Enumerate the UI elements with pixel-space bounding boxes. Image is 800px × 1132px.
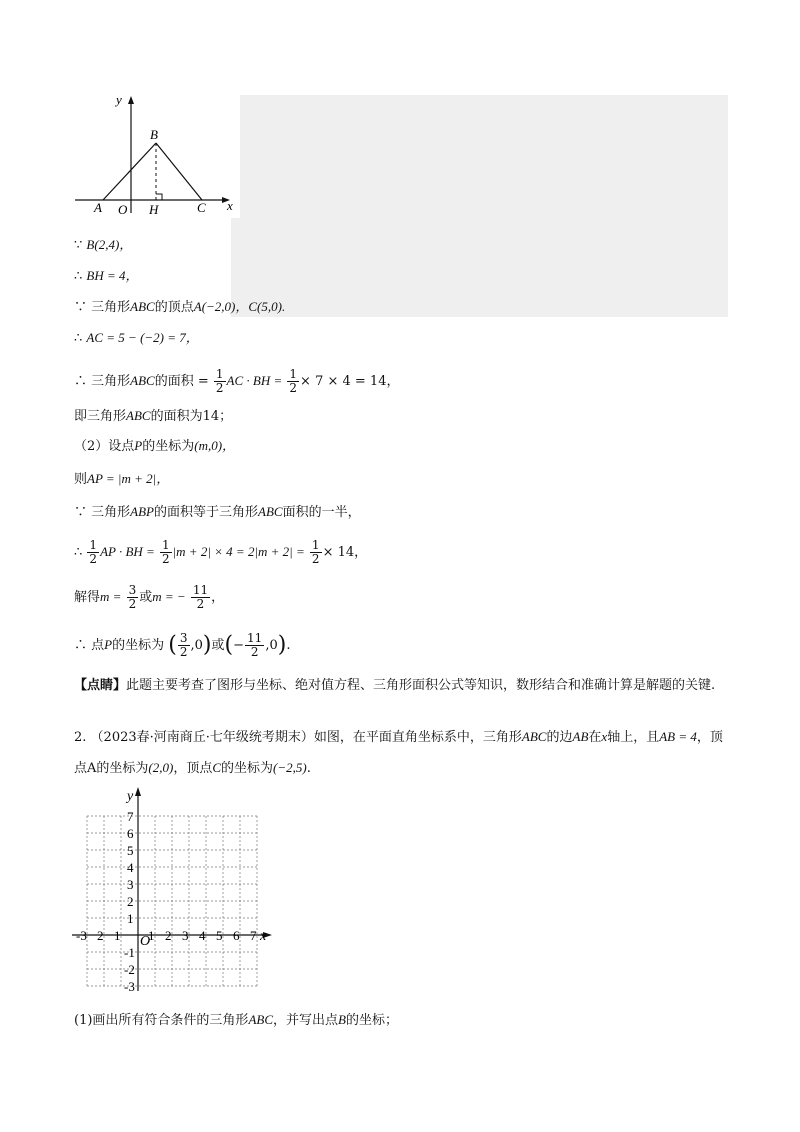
text-fragment: 面积的一半， (282, 505, 361, 520)
y-tick-label: -1 (124, 945, 135, 960)
area-result: × 7 × 4 = 14， (300, 374, 400, 389)
y-tick-label: 6 (127, 826, 134, 841)
y-axis-arrow-icon (128, 96, 134, 104)
triangle-name: ABC (130, 373, 155, 388)
x-axis-label: x (260, 929, 267, 944)
fraction-denominator: 2 (250, 645, 259, 659)
text-fragment: 或 (211, 638, 225, 653)
solution-line-8 (74, 470, 169, 489)
text-fragment: 或 (139, 590, 153, 605)
paren-open: ( (224, 632, 234, 658)
ac-value: AC = 5 − (−2) = 7， (86, 330, 199, 345)
text-fragment: 画出所有符合条件的三角形 (92, 1013, 249, 1028)
vertices-coords: A(−2,0)，C(5,0). (193, 299, 286, 314)
fraction-numerator: 1 (289, 367, 298, 381)
x-axis-label: x (227, 198, 233, 213)
solution-line-1 (74, 236, 132, 255)
fraction-numerator: 3 (128, 583, 137, 597)
x-tick-label: 6 (233, 928, 240, 943)
comment-tag: 【点睛】 (74, 678, 127, 693)
point-name: B (338, 1012, 346, 1027)
because-symbol: ∵ (74, 300, 88, 315)
solution-line-2 (74, 267, 139, 286)
paren-open: ( (168, 632, 177, 658)
y-tick-label: 1 (127, 911, 134, 926)
coord-zero: ,0 (265, 638, 278, 653)
triangle-name: ABP (130, 504, 154, 519)
fraction-half (214, 368, 226, 395)
text-fragment: ，并写出点 (273, 1013, 339, 1028)
point-name: P (104, 637, 113, 652)
solution-line-11 (74, 584, 224, 611)
solution-line-3 (74, 298, 285, 317)
triangle-name: ABC (126, 408, 151, 423)
y-tick-label: 5 (127, 843, 134, 858)
triangle-figure (70, 88, 240, 218)
grid-lines (87, 816, 257, 986)
origin-label: O (140, 934, 151, 949)
segment-name: AB (572, 729, 589, 744)
text-fragment: 的坐标为 (142, 439, 195, 454)
paren-close: ) (277, 632, 287, 658)
text-fragment: 即三角形 (74, 409, 127, 424)
x-tick-label: 1 (148, 928, 155, 943)
point-p-coord: (m,0)， (194, 438, 236, 453)
minus-sign: − (233, 638, 245, 653)
comment-paragraph (74, 674, 734, 698)
therefore-symbol: ∴ (74, 374, 88, 389)
therefore-symbol: ∴ (74, 331, 83, 346)
point-name: A (87, 761, 97, 776)
point-label-h: H (149, 202, 159, 217)
side-bc (156, 143, 202, 200)
fraction-denominator: 2 (289, 381, 298, 395)
text-fragment: 的坐标为 (96, 761, 149, 776)
coordinate-grid (70, 785, 280, 995)
x-tick-label: -3 (76, 928, 87, 943)
text-fragment: 的顶点 (154, 300, 194, 315)
fraction-half (310, 539, 322, 566)
solution-shade (231, 95, 728, 317)
x-tick-label: 7 (250, 928, 257, 943)
y-tick-label: -2 (124, 962, 135, 977)
solution-line-10 (74, 539, 367, 566)
x-tick-label: 5 (216, 928, 223, 943)
comment-text: 此题主要考查了图形与坐标、绝对值方程、三角形面积公式等知识，数形结合和准确计算是解题的关键. (126, 678, 716, 693)
point-label-b: B (150, 127, 158, 142)
text-fragment: 点 (91, 638, 105, 653)
fraction-half (287, 368, 299, 395)
y-axis-label: y (116, 92, 122, 107)
text-fragment: 的坐标为 (221, 761, 274, 776)
fraction-denominator: 2 (128, 597, 137, 611)
side-ab (103, 143, 156, 200)
coordinate-grid-svg (70, 785, 280, 995)
text-fragment: 的边 (546, 730, 573, 745)
ab-condition: AB = 4 (659, 729, 697, 744)
fraction-half (160, 539, 172, 566)
point-b-coord: B(2,4)， (86, 237, 133, 252)
text-fragment: 的面积为14； (150, 409, 233, 424)
triangle-name: ABC (130, 299, 155, 314)
right-angle-mark (156, 194, 162, 200)
axis-name: x (601, 729, 608, 744)
x-tick-label: 1 (114, 928, 121, 943)
y-tick-label: 4 (127, 860, 134, 875)
text-fragment: 三角形 (91, 505, 131, 520)
fraction-numerator: 1 (311, 538, 320, 552)
equation-part: × 14， (322, 545, 368, 560)
fraction-numerator: 1 (215, 367, 224, 381)
therefore-symbol: ∴ (74, 638, 88, 653)
fraction-half (87, 539, 99, 566)
triangle-figure-svg (70, 88, 240, 218)
fraction-three-halves (127, 584, 139, 611)
fraction-numerator: 1 (89, 538, 98, 552)
therefore-symbol: ∴ (74, 545, 83, 560)
point-label-c: C (197, 200, 206, 215)
text-fragment: 的坐标为 (112, 638, 165, 653)
fraction-numerator: 11 (192, 583, 209, 597)
text-fragment: 在 (588, 730, 602, 745)
triangle-name: ABC (521, 729, 547, 744)
y-tick-label: 7 (127, 809, 134, 824)
triangle-name: ABC (248, 1012, 273, 1027)
solution-line-4 (74, 329, 199, 348)
bh-value: BH = 4， (86, 268, 139, 283)
text-fragment: 的面积等于三角形 (154, 505, 259, 520)
text-fragment: ， (211, 590, 225, 605)
coord-zero: ,0 (190, 638, 203, 653)
because-symbol: ∵ (74, 505, 88, 520)
solution-line-6 (74, 407, 232, 426)
text-fragment: 轴上，且 (607, 730, 660, 745)
solution-line-5 (74, 368, 399, 395)
y-tick-label: 2 (127, 894, 134, 909)
text-fragment: ，顶点 (74, 730, 723, 776)
fraction-three-halves (178, 632, 190, 659)
fraction-numerator: 1 (161, 538, 170, 552)
text-fragment: . (306, 761, 311, 776)
fraction-denominator: 2 (161, 552, 170, 566)
fraction-denominator: 2 (311, 552, 320, 566)
x-tick-label: 2 (97, 928, 104, 943)
fraction-numerator: 11 (247, 631, 263, 645)
fraction-eleven-halves (191, 584, 210, 611)
because-symbol: ∵ (74, 238, 83, 253)
solution-line-7 (74, 437, 235, 456)
fraction-denominator: 2 (215, 381, 224, 395)
point-a-coord: (2,0) (148, 760, 174, 775)
equation-part: |m + 2| × 4 = 2|m + 2| = (172, 544, 305, 559)
text-fragment: 三角形 (91, 300, 131, 315)
text-fragment: . (286, 638, 291, 653)
problem-number: 2. (74, 730, 87, 745)
text-fragment: 的坐标； (345, 1013, 398, 1028)
fraction-numerator: 3 (179, 631, 188, 645)
text-fragment: 解得 (74, 590, 101, 605)
y-tick-label: -3 (124, 979, 135, 994)
fraction-denominator: 2 (179, 645, 188, 659)
point-label-a: A (94, 200, 102, 215)
point-name: P (134, 438, 143, 453)
problem-source: （2023春·河南商丘·七年级统考期末） (90, 730, 314, 745)
x-tick-label: 2 (165, 928, 172, 943)
equation-part: AP · BH = (100, 544, 155, 559)
point-label-o: O (118, 202, 128, 217)
text-fragment: 如图，在平面直角坐标系中，三角形 (313, 730, 522, 745)
problem-2-statement (74, 722, 734, 784)
area-expression: AC · BH = (226, 373, 283, 388)
point-c-coord: (−2,5) (273, 760, 307, 775)
solution-m1: m = (100, 589, 122, 604)
question-label: (1) (74, 1013, 93, 1028)
solution-m2: m = − (152, 589, 186, 604)
fraction-denominator: 2 (196, 597, 205, 611)
x-tick-label: 4 (199, 928, 206, 943)
text-fragment: 则 (74, 472, 88, 487)
y-axis-label: y (127, 789, 134, 804)
fraction-denominator: 2 (89, 552, 98, 566)
text-fragment: 的面积 = (154, 374, 209, 389)
text-fragment: ，顶点 (173, 761, 213, 776)
x-tick-label: 3 (182, 928, 189, 943)
solution-line-9 (74, 503, 361, 522)
y-tick-label: 3 (127, 877, 134, 892)
ap-expression: AP = |m + 2|， (87, 471, 170, 486)
text-fragment: （2）设点 (74, 439, 135, 454)
paren-close: ) (202, 632, 212, 658)
y-axis-arrow-icon (135, 787, 141, 796)
point-name: C (212, 760, 222, 775)
text-fragment: 三角形 (91, 374, 131, 389)
triangle-name: ABC (258, 504, 283, 519)
solution-line-12 (74, 632, 290, 659)
fraction-eleven-halves (245, 632, 264, 659)
question-1 (74, 1011, 398, 1030)
therefore-symbol: ∴ (74, 269, 83, 284)
